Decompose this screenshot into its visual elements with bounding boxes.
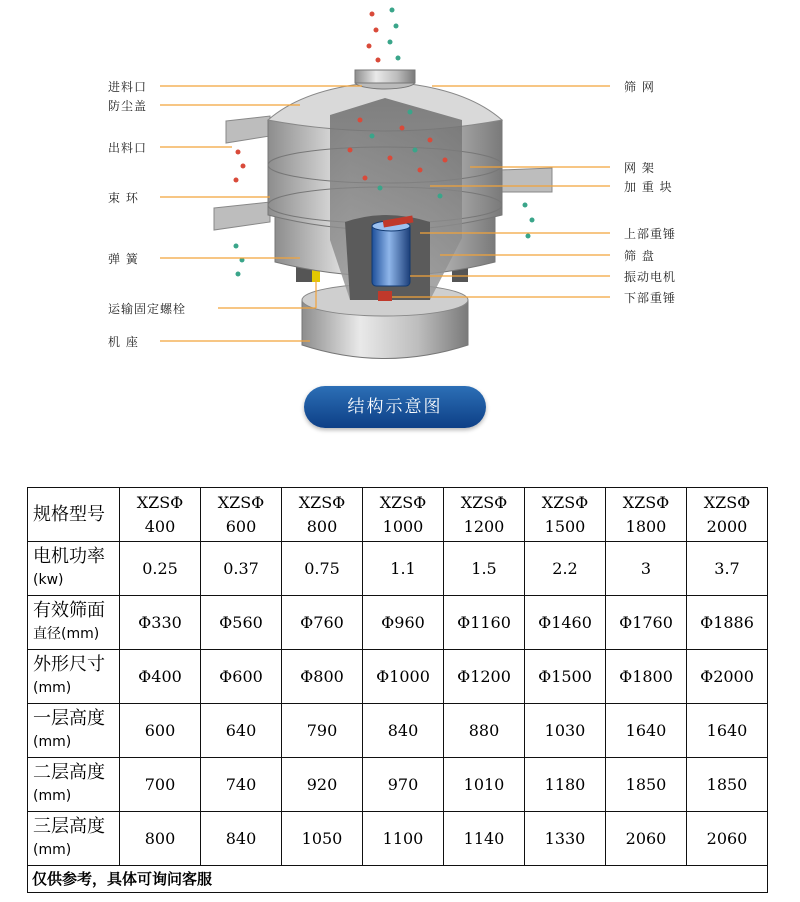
label-base: 机 座 bbox=[108, 335, 139, 349]
table-cell: 0.25 bbox=[120, 542, 201, 596]
model-cell: XZSΦ 800 bbox=[282, 488, 363, 542]
footer-note: 仅供参考，具体可询问客服 bbox=[28, 866, 768, 893]
model-cell: XZSΦ 400 bbox=[120, 488, 201, 542]
label-clamp-ring: 束 环 bbox=[108, 191, 139, 205]
table-cell: Φ1160 bbox=[444, 596, 525, 650]
table-cell: 790 bbox=[282, 704, 363, 758]
model-cell: XZSΦ 1500 bbox=[525, 488, 606, 542]
table-cell: 840 bbox=[363, 704, 444, 758]
table-cell: 2060 bbox=[606, 812, 687, 866]
table-row bbox=[28, 758, 768, 812]
table-cell: Φ1500 bbox=[525, 650, 606, 704]
label-weight-block: 加 重 块 bbox=[624, 180, 673, 194]
label-mesh-frame: 网 架 bbox=[624, 161, 655, 175]
table-cell: Φ800 bbox=[282, 650, 363, 704]
table-row bbox=[28, 812, 768, 866]
table-cell: 1.5 bbox=[444, 542, 525, 596]
table-cell: 1010 bbox=[444, 758, 525, 812]
table-cell: Φ1886 bbox=[687, 596, 768, 650]
table-cell: 1330 bbox=[525, 812, 606, 866]
model-cell: XZSΦ 1000 bbox=[363, 488, 444, 542]
table-cell: 640 bbox=[201, 704, 282, 758]
table-cell: 1.1 bbox=[363, 542, 444, 596]
label-spring: 弹 簧 bbox=[108, 252, 139, 266]
table-cell: 0.37 bbox=[201, 542, 282, 596]
table-cell: 0.75 bbox=[282, 542, 363, 596]
table-cell: Φ560 bbox=[201, 596, 282, 650]
table-cell: Φ400 bbox=[120, 650, 201, 704]
table-cell: 700 bbox=[120, 758, 201, 812]
table-cell: 1640 bbox=[606, 704, 687, 758]
label-screen-tray: 筛 盘 bbox=[624, 249, 655, 263]
row-label: 外形尺寸 (mm) bbox=[28, 650, 120, 704]
table-cell: Φ2000 bbox=[687, 650, 768, 704]
table-cell: 1100 bbox=[363, 812, 444, 866]
row-label: 有效筛面 直径(mm) bbox=[28, 596, 120, 650]
label-transport-bolt: 运输固定螺栓 bbox=[108, 302, 187, 316]
header-label: 规格型号 bbox=[28, 488, 120, 542]
row-label: 电机功率 (kw) bbox=[28, 542, 120, 596]
label-dust-cover: 防尘盖 bbox=[108, 99, 148, 113]
table-cell: Φ1760 bbox=[606, 596, 687, 650]
table-cell: Φ600 bbox=[201, 650, 282, 704]
table-row bbox=[28, 542, 768, 596]
table-cell: Φ1000 bbox=[363, 650, 444, 704]
table-row bbox=[28, 488, 768, 542]
table-cell: 600 bbox=[120, 704, 201, 758]
table-cell: 2060 bbox=[687, 812, 768, 866]
table-cell: Φ960 bbox=[363, 596, 444, 650]
label-screen-mesh: 筛 网 bbox=[624, 80, 655, 94]
label-vibration-motor: 振动电机 bbox=[624, 270, 677, 284]
table-row bbox=[28, 704, 768, 758]
table-cell: 3 bbox=[606, 542, 687, 596]
table-cell: Φ1200 bbox=[444, 650, 525, 704]
table-cell: 920 bbox=[282, 758, 363, 812]
table-row bbox=[28, 650, 768, 704]
label-feed-inlet: 进料口 bbox=[108, 80, 148, 94]
table-cell: 1030 bbox=[525, 704, 606, 758]
model-cell: XZSΦ 600 bbox=[201, 488, 282, 542]
table-cell: 840 bbox=[201, 812, 282, 866]
spec-table bbox=[27, 487, 768, 893]
table-cell: Φ1800 bbox=[606, 650, 687, 704]
model-cell: XZSΦ 2000 bbox=[687, 488, 768, 542]
model-cell: XZSΦ 1800 bbox=[606, 488, 687, 542]
table-cell: 740 bbox=[201, 758, 282, 812]
table-cell: 970 bbox=[363, 758, 444, 812]
table-row bbox=[28, 866, 768, 893]
table-cell: 1640 bbox=[687, 704, 768, 758]
table-cell: 800 bbox=[120, 812, 201, 866]
table-cell: Φ330 bbox=[120, 596, 201, 650]
label-upper-weight: 上部重锤 bbox=[624, 227, 677, 241]
table-cell: 1050 bbox=[282, 812, 363, 866]
table-cell: Φ760 bbox=[282, 596, 363, 650]
label-discharge-outlet: 出料口 bbox=[108, 141, 148, 155]
row-label: 三层高度 (mm) bbox=[28, 812, 120, 866]
table-cell: 3.7 bbox=[687, 542, 768, 596]
table-cell: 880 bbox=[444, 704, 525, 758]
diagram-caption: 结构示意图 bbox=[304, 386, 486, 428]
table-cell: 1850 bbox=[606, 758, 687, 812]
label-lower-weight: 下部重锤 bbox=[624, 291, 677, 305]
table-cell: 1180 bbox=[525, 758, 606, 812]
model-cell: XZSΦ 1200 bbox=[444, 488, 525, 542]
row-label: 二层高度 (mm) bbox=[28, 758, 120, 812]
table-cell: 2.2 bbox=[525, 542, 606, 596]
table-cell: 1140 bbox=[444, 812, 525, 866]
table-cell: Φ1460 bbox=[525, 596, 606, 650]
table-row bbox=[28, 596, 768, 650]
row-label: 一层高度 (mm) bbox=[28, 704, 120, 758]
table-cell: 1850 bbox=[687, 758, 768, 812]
